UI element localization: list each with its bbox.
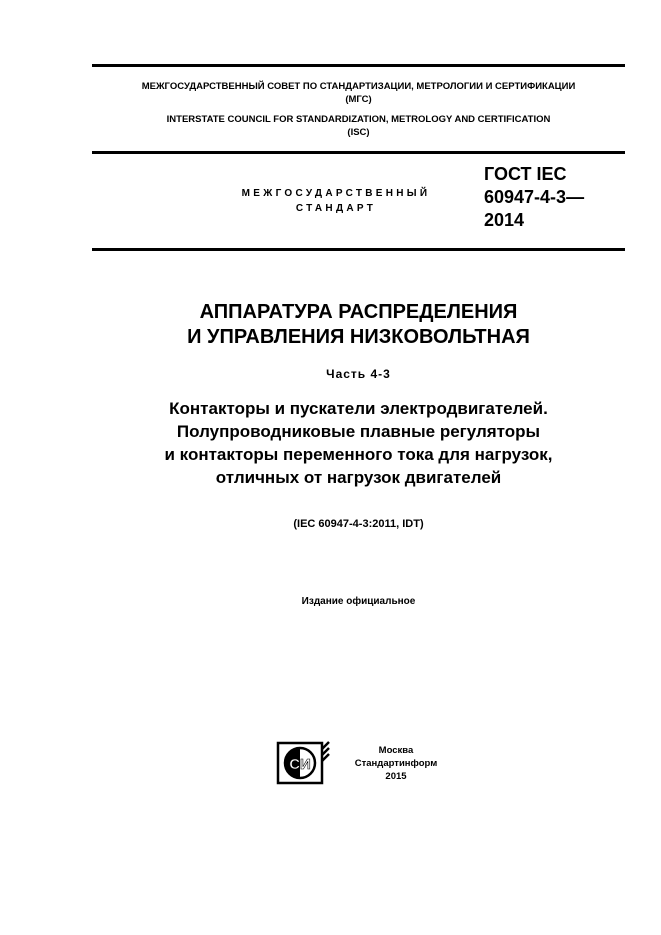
standard-code-line3: 2014 [484, 210, 525, 230]
standartinform-logo-icon [276, 739, 332, 785]
logo-letters: СИ [289, 756, 311, 773]
council-ru-abbr: (МГС) [345, 94, 372, 105]
top-rule [92, 64, 625, 67]
council-ru [92, 80, 625, 106]
header-rule [92, 151, 625, 154]
document-subtitle-line4: отличных от нагрузок двигателей [215, 468, 502, 487]
standard-type-line1: МЕЖГОСУДАРСТВЕННЫЙ [241, 188, 431, 199]
publisher-city: Москва [378, 745, 414, 756]
document-subtitle-line2: Полупроводниковые плавные регуляторы [176, 422, 541, 441]
publisher-imprint [336, 744, 456, 783]
designation-rule [92, 248, 625, 251]
part-number: Часть 4-3 [326, 367, 391, 381]
council-ru-name: МЕЖГОСУДАРСТВЕННЫЙ СОВЕТ ПО СТАНДАРТИЗАЦИИ, МЕТРОЛОГИИ И СЕРТИФИКАЦИИ [141, 81, 576, 92]
publisher-name: Стандартинформ [354, 758, 438, 769]
standard-code-line1: ГОСТ IEC [484, 164, 567, 184]
document-subtitle [92, 397, 625, 489]
council-en-abbr: (ISC) [347, 127, 370, 138]
standard-code [484, 163, 624, 232]
publisher-year: 2015 [385, 771, 407, 782]
iec-reference: (IEC 60947-4-3:2011, IDT) [293, 518, 424, 530]
standard-code-line2: 60947-4-3— [484, 187, 585, 207]
document-title [92, 300, 625, 350]
document-title-line1: АППАРАТУРА РАСПРЕДЕЛЕНИЯ [199, 301, 518, 323]
document-subtitle-line3: и контакторы переменного тока для нагрузок, [164, 445, 553, 464]
standard-type-line2: СТАНДАРТ [295, 203, 377, 214]
document-title-line2: И УПРАВЛЕНИЯ НИЗКОВОЛЬТНАЯ [187, 326, 530, 348]
document-subtitle-line1: Контакторы и пускатели электродвигателей. [169, 399, 548, 418]
council-en [92, 113, 625, 139]
edition-note: Издание официальное [301, 596, 416, 607]
council-en-name: INTERSTATE COUNCIL FOR STANDARDIZATION, METROLOGY AND CERTIFICATION [166, 114, 551, 125]
standard-type-label [200, 186, 472, 216]
